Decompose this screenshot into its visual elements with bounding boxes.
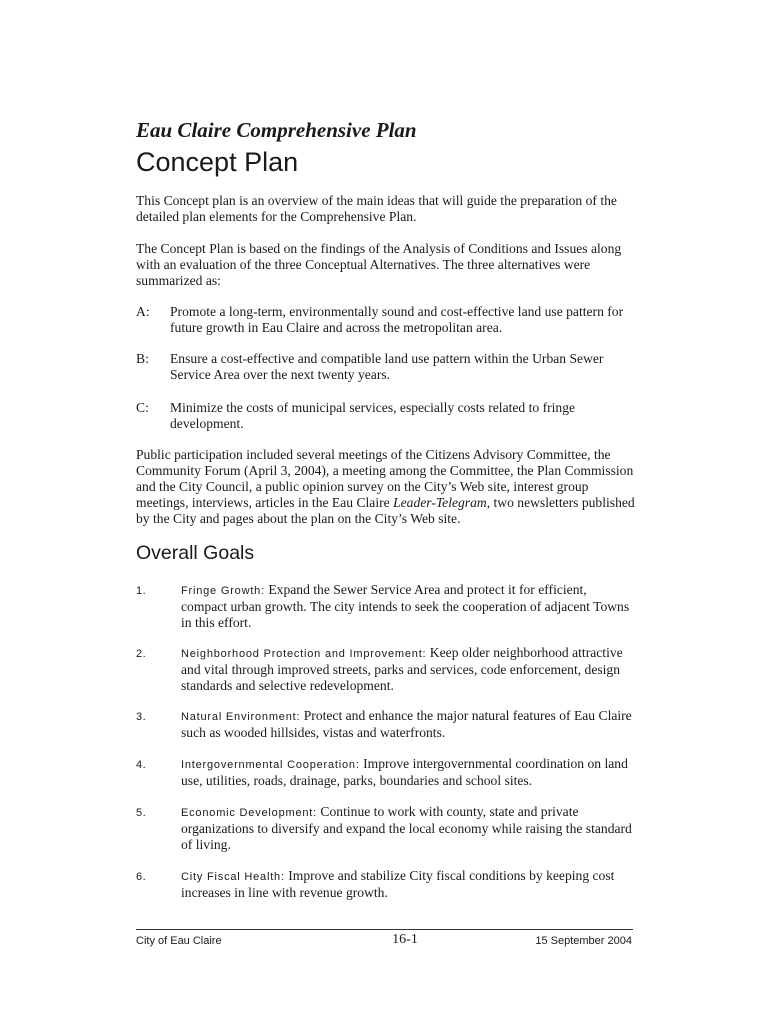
goal-text: Continue to work with county, state and private organizations to diversify and expand the local economy while raising the standard of living. [181,804,632,852]
publication-name: Leader-Telegram [393,495,487,510]
goal-item [136,756,636,790]
page-heading: Concept Plan [136,147,299,177]
goal-number: 1. [136,585,147,597]
alternative-letter: B: [136,351,149,366]
goal-item [136,708,636,742]
goal-item [136,804,636,854]
goal-body [181,756,636,789]
alternative-letter: A: [136,304,150,319]
goal-label: Fringe Growth: [181,585,265,597]
alternative-text: Ensure a cost-effective and compatible land use pattern within the Urban Sewer Service Area over the next twenty years. [170,351,604,382]
goal-number: 3. [136,711,147,723]
goal-item [136,582,636,632]
participation-text-end: , two newsletters published by the City and pages about the plan on the City’s Web site. [136,495,635,526]
overall-goals-heading: Overall Goals [136,542,255,564]
goal-text: Protect and enhance the major natural features of Eau Claire such as wooded hillsides, vistas and waterfronts. [181,708,632,740]
goal-text: Keep older neighborhood attractive and vital through improved streets, parks and services, code enforcement, design standards and selective redevelopment. [181,645,623,693]
alternative-a [136,304,636,338]
goal-label: Neighborhood Protection and Improvement: [181,648,427,660]
goal-number: 6. [136,871,147,883]
goal-body [181,868,636,901]
goal-label: City Fiscal Health: [181,871,285,883]
alternative-c [136,400,636,434]
footer-divider [136,929,633,930]
goal-text: Improve and stabilize City fiscal conditions by keeping cost increases in line with revenue growth. [181,868,615,900]
goal-number: 2. [136,648,147,660]
document-title: Eau Claire Comprehensive Plan [136,118,417,142]
participation-paragraph [136,447,636,527]
intro-paragraph-2: The Concept Plan is based on the findings of the Analysis of Conditions and Issues along with an evaluation of the three Conceptual Alternatives. The three alternatives were summarized as: [136,241,622,288]
alternative-text: Minimize the costs of municipal services, especially costs related to fringe development. [170,400,576,431]
goal-body [181,645,636,694]
alternative-b [136,351,636,385]
goal-body [181,582,636,631]
alternative-letter: C: [136,400,149,415]
intro-paragraph-1: This Concept plan is an overview of the main ideas that will guide the preparation of the detailed plan elements for the Comprehensive Plan. [136,193,617,224]
footer-organization: City of Eau Claire [136,935,222,947]
alternative-text: Promote a long-term, environmentally sound and cost-effective land use pattern for future growth in Eau Claire and across the metropolitan area. [170,304,624,335]
goal-label: Natural Environment: [181,711,301,723]
goal-text: Improve intergovernmental coordination on land use, utilities, roads, drainage, parks, boundaries and school sites. [181,756,628,788]
goal-item [136,645,636,695]
goal-label: Economic Development: [181,807,318,819]
goal-text: Expand the Sewer Service Area and protect it for efficient, compact urban growth. The city intends to seek the cooperation of adjacent Towns in this effort. [181,582,630,630]
goal-body [181,804,636,853]
footer-date: 15 September 2004 [535,935,632,947]
goal-label: Intergovernmental Cooperation: [181,759,360,771]
participation-text: Public participation included several meetings of the Citizens Advisory Committee, the Community Forum (April 3, 2004), a meeting among the Committee, the Plan Commission and the City Council, a public opinion survey on the City’s Web site, interest group meetings, interviews, articles in the Eau Claire [136,447,634,510]
goal-number: 5. [136,807,147,819]
goal-number: 4. [136,759,147,771]
footer-page-number: 16-1 [392,932,418,947]
goal-item [136,868,636,902]
goal-body [181,708,636,741]
